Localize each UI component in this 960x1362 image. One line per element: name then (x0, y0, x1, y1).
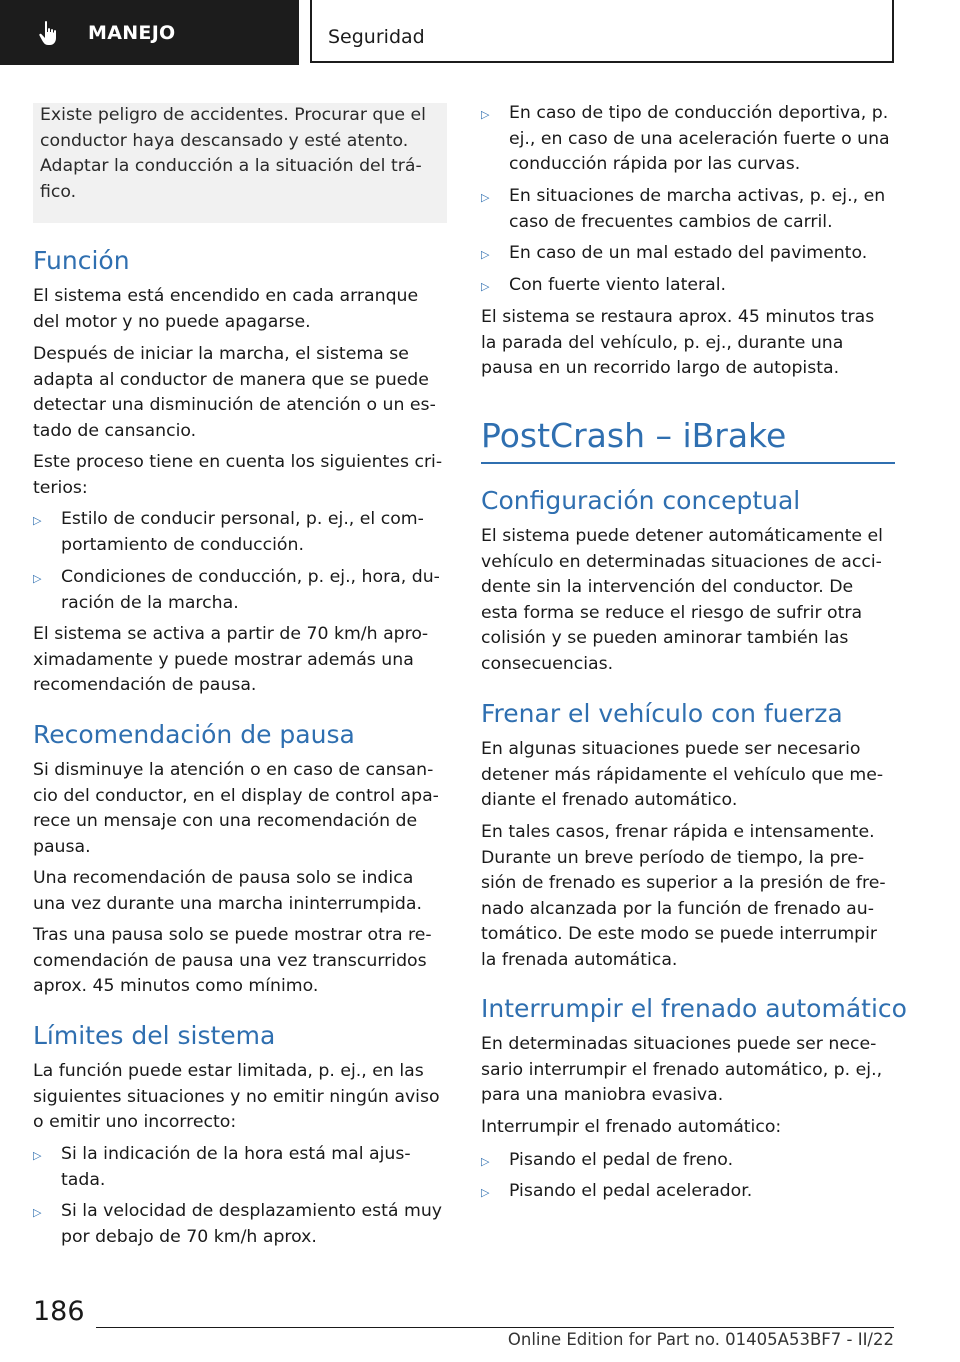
heading-configuracion-conceptual: Configuración conceptual (481, 486, 801, 515)
list-item: ▷ Con fuerte viento lateral. (481, 273, 895, 300)
list-item: ▷ Pisando el pedal de freno. (481, 1148, 895, 1175)
heading-frenar-vehiculo: Frenar el vehículo con fuerza (481, 699, 843, 728)
footer-edition: Online Edition for Part no. 01405A53BF7 - II/22 (507, 1330, 894, 1349)
triangle-bullet-icon: ▷ (481, 1186, 490, 1199)
triangle-bullet-icon: ▷ (33, 1149, 42, 1162)
list-item: ▷ En caso de un mal estado del pavimento. (481, 241, 895, 268)
list-item: ▷ Estilo de conducir personal, p. ej., el com‐portamiento de conducción. (33, 507, 447, 558)
list-item: ▷ Condiciones de conducción, p. ej., hora, du‐ración de la marcha. (33, 565, 447, 616)
section-header (310, 0, 894, 63)
paragraph: En tales casos, frenar rápida e intensamente. Durante un breve período de tiempo, la pre‐sión de frenado es superior a la presión de fre‐nado alcanzada por la función de frenado au‐tomático. De este modo se puede interrumpir la frenada automática. (481, 822, 886, 970)
triangle-bullet-icon: ▷ (481, 108, 490, 121)
list-item: ▷ Si la velocidad de desplazamiento está muy por debajo de 70 km/h aprox. (33, 1199, 447, 1250)
heading-recomendacion-pausa: Recomendación de pausa (33, 720, 355, 749)
paragraph: En determinadas situaciones puede ser nece‐sario interrumpir el frenado automático, p. ej., para una maniobra evasiva. (481, 1034, 883, 1105)
warning-box (33, 103, 447, 223)
paragraph: En algunas situaciones puede ser necesario detener más rápidamente el vehículo que me‐diante el frenado automático. (481, 739, 884, 810)
paragraph: El sistema puede detener automáticamente el vehículo en determinadas situaciones de acci‐dente sin la intervención del conductor. De esta forma se reduce el riesgo de sufrir otra colisión y se pueden aminorar también las consecuencias. (481, 526, 883, 674)
paragraph: Una recomendación de pausa solo se indica una vez durante una marcha ininterrumpida. (33, 868, 422, 914)
footer-divider (96, 1327, 894, 1328)
triangle-bullet-icon: ▷ (33, 1206, 42, 1219)
triangle-bullet-icon: ▷ (481, 191, 490, 204)
paragraph: El sistema está encendido en cada arranque del motor y no puede apagarse. (33, 286, 419, 332)
paragraph: Después de iniciar la marcha, el sistema se adapta al conductor de manera que se puede detectar una disminución de atención o un es‐tado de cansancio. (33, 344, 436, 441)
paragraph: Tras una pausa solo se puede mostrar otra re‐comendación de pausa una vez transcurridos aprox. 45 minutos como mínimo. (33, 925, 432, 996)
page-number: 186 (33, 1296, 85, 1327)
heading-funcion: Función (33, 246, 130, 275)
list-item: ▷ En situaciones de marcha activas, p. ej., en caso de frecuentes cambios de carril. (481, 184, 895, 235)
paragraph: Interrumpir el frenado automático: (481, 1117, 782, 1137)
list-item: ▷ Pisando el pedal acelerador. (481, 1179, 895, 1206)
heading-interrumpir-frenado: Interrumpir el frenado automático (481, 994, 907, 1023)
hand-pointer-icon (36, 18, 66, 48)
paragraph: El sistema se activa a partir de 70 km/h apro‐ximadamente y puede mostrar además una recomendación de pausa. (33, 624, 429, 695)
triangle-bullet-icon: ▷ (33, 572, 42, 585)
paragraph: Este proceso tiene en cuenta los siguientes cri‐terios: (33, 452, 443, 498)
warning-text: Existe peligro de accidentes. Procurar que el conductor haya descansado y esté atento. Adaptar la conducción a la situación del trá‐fico. (40, 105, 426, 202)
list-item: ▷ Si la indicación de la hora está mal ajus‐tada. (33, 1142, 447, 1193)
triangle-bullet-icon: ▷ (481, 280, 490, 293)
paragraph: El sistema se restaura aprox. 45 minutos tras la parada del vehículo, p. ej., durante una pausa en un recorrido largo de autopista. (481, 307, 875, 378)
chapter-header (0, 0, 299, 65)
list-item: ▷ En caso de tipo de conducción deportiva, p. ej., en caso de una aceleración fuerte o una conducción rápida por las curvas. (481, 101, 895, 178)
heading-limites-sistema: Límites del sistema (33, 1021, 276, 1050)
paragraph: Si disminuye la atención o en caso de cansan‐cio del conductor, en el display de control apa‐rece un mensaje con una recomendación de pausa. (33, 760, 439, 857)
triangle-bullet-icon: ▷ (481, 248, 490, 261)
section-divider (481, 462, 895, 464)
section-title-postcrash: PostCrash – iBrake (481, 416, 787, 455)
section-title: Seguridad (328, 26, 425, 48)
paragraph: La función puede estar limitada, p. ej., en las siguientes situaciones y no emitir ningún aviso o emitir uno incorrecto: (33, 1061, 440, 1132)
triangle-bullet-icon: ▷ (481, 1155, 490, 1168)
chapter-title: MANEJO (88, 21, 176, 44)
triangle-bullet-icon: ▷ (33, 514, 42, 527)
